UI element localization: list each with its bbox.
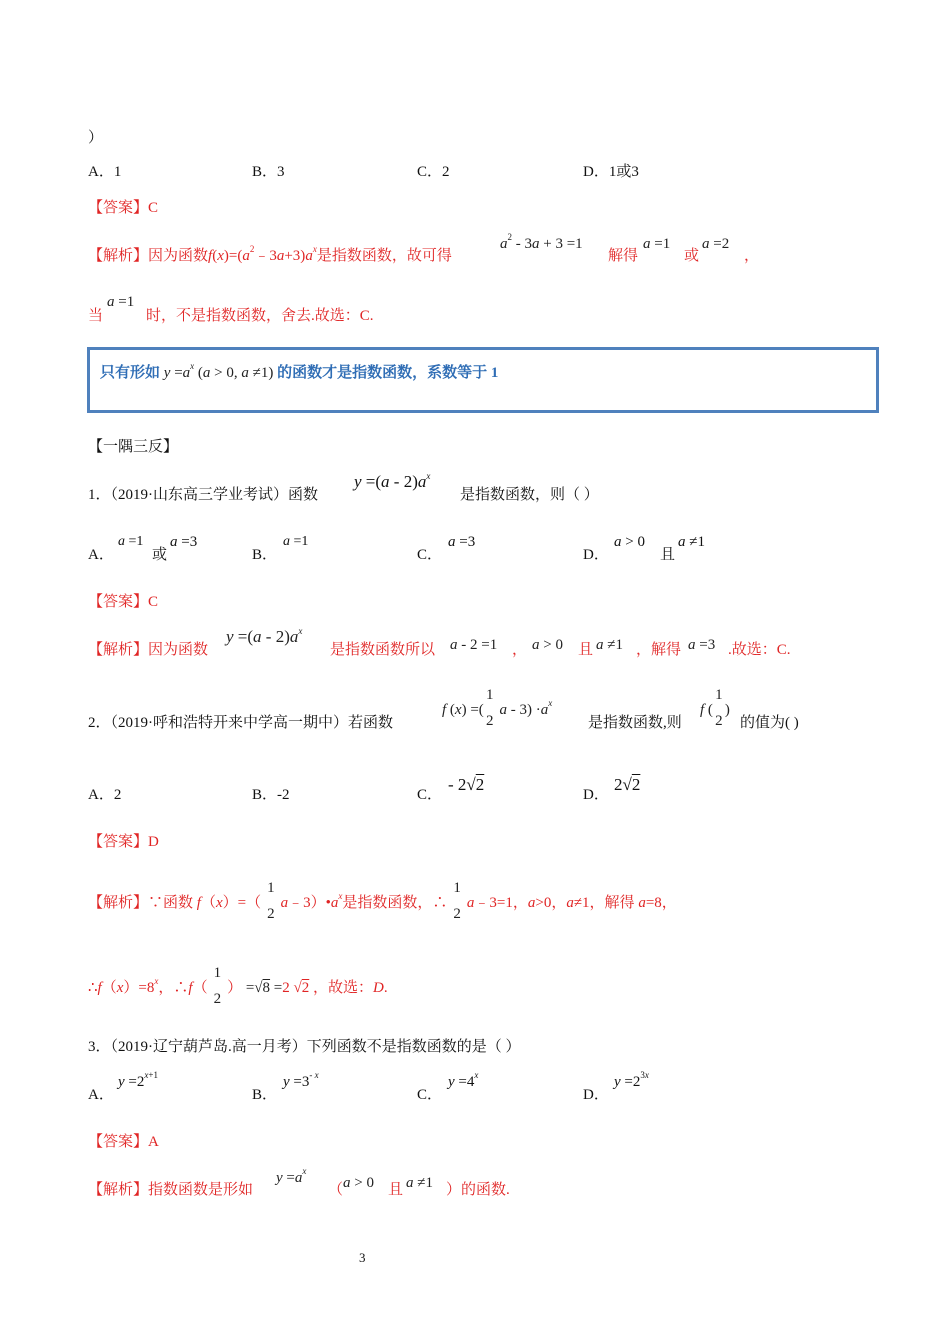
q1-analysis-a3: a =3 bbox=[688, 637, 716, 653]
analysis-tag: 【解析】 bbox=[88, 1182, 149, 1198]
analysis-text: 因为函数 bbox=[148, 248, 209, 264]
q1-and: 且 bbox=[660, 547, 676, 563]
answer-value: A bbox=[148, 1134, 159, 1150]
continued-paren: ） bbox=[88, 130, 104, 146]
q1-option-d: a > 0 bbox=[614, 534, 645, 550]
formula: f bbox=[208, 248, 213, 264]
q2-option-d-label: D． bbox=[583, 787, 609, 803]
q1-formula: $y =(a - 2)a^x$ bbox=[354, 471, 431, 491]
q1-answer bbox=[88, 592, 158, 612]
analysis-text: 因为函数 bbox=[148, 642, 209, 658]
analysis-tag: 【解析】 bbox=[88, 895, 149, 911]
q3-option-d: $y =2^{3x}$ bbox=[614, 1070, 649, 1090]
q2-formula: f (x) =( 1 2 $a - 3) \cdot a^x$ bbox=[442, 686, 553, 729]
analysis-tag: 【解析】 bbox=[88, 248, 149, 264]
q1-stem: 1．（2019·山东高三学业考试）函数 bbox=[88, 487, 318, 503]
analysis-text: .故选：C. bbox=[728, 642, 791, 658]
q1-analysis-a-ne1: a ≠1 bbox=[596, 637, 623, 653]
analysis-text: 或 bbox=[684, 248, 700, 264]
q2-stem-tail: 的值为( ) bbox=[740, 715, 799, 731]
note-suffix: 的函数才是指数函数，系数等于 1 bbox=[277, 365, 499, 381]
analysis-text: 解得 bbox=[608, 248, 639, 264]
analysis-text: ， bbox=[512, 642, 528, 658]
q2-f-half: f ( 1 2 ) bbox=[700, 686, 730, 729]
q3-analysis-a-gt0: a > 0 bbox=[343, 1175, 374, 1191]
q3-option-d-label: D． bbox=[583, 1087, 609, 1103]
q2-answer bbox=[88, 832, 159, 852]
note-formula: $y =a^x$ (a > 0, a ≠1) bbox=[163, 361, 274, 381]
q3-option-b-label: B． bbox=[252, 1087, 278, 1103]
q1-option-a2: a =3 bbox=[170, 534, 198, 550]
option-c: C．2 bbox=[417, 164, 450, 180]
answer-tag: 【答案】 bbox=[88, 834, 149, 850]
answer-tag: 【答案】 bbox=[88, 1134, 149, 1150]
formula-eq1: $a^2 - 3a + 3 =1$ bbox=[500, 232, 583, 252]
q3-analysis bbox=[88, 1180, 253, 1200]
intro-analysis-line1: 【解析】因为函数$f(x)=(a^2﹣3a+3)a^x$是指数函数，故可得 bbox=[88, 244, 452, 264]
q1-analysis-formula: $y =(a - 2)a^x$ bbox=[226, 626, 303, 646]
page-number: 3 bbox=[359, 1250, 366, 1265]
analysis-text: 是指数函数所以 bbox=[330, 642, 436, 658]
option-d: D．1或3 bbox=[583, 164, 639, 180]
note-prefix: 只有形如 bbox=[100, 365, 161, 381]
q1-option-b-label: B． bbox=[252, 547, 278, 563]
q3-analysis-a-ne1: a ≠1 bbox=[406, 1175, 433, 1191]
q3-option-a-label: A． bbox=[88, 1087, 114, 1103]
q1-option-a-label: A． bbox=[88, 547, 114, 563]
q2-analysis-line2: $\therefore f(x)=8^x$，∴f（ 1 2 ） =√8 =2 √2 ，故选：D. bbox=[88, 964, 388, 1007]
q3-option-c: $y =4^x$ bbox=[448, 1070, 479, 1090]
analysis-text: 当 bbox=[88, 308, 104, 324]
q1-stem-tail: 是指数函数，则（ ） bbox=[460, 487, 599, 503]
formula-a1: a =1 bbox=[643, 236, 671, 252]
q3-answer bbox=[88, 1132, 159, 1152]
q1-option-d-label: D． bbox=[583, 547, 609, 563]
q2-stem: 2．（2019·呼和浩特开来中学高一期中）若函数 bbox=[88, 715, 393, 731]
q1-or: 或 bbox=[152, 547, 168, 563]
q3-option-b: $y =3^{- x}$ bbox=[283, 1070, 319, 1090]
answer-value: C bbox=[148, 594, 159, 610]
analysis-text: 且 bbox=[388, 1182, 404, 1198]
analysis-tag: 【解析】 bbox=[88, 642, 149, 658]
analysis-text: 时，不是指数函数，舍去.故选：C. bbox=[146, 308, 374, 324]
formula-a1: a =1 bbox=[107, 294, 135, 310]
answer-tag: 【答案】 bbox=[88, 594, 149, 610]
q1-option-c-label: C． bbox=[417, 547, 443, 563]
analysis-text: （ bbox=[328, 1182, 344, 1198]
q3-option-a: $y =2^{x+1}$ bbox=[118, 1070, 158, 1090]
intro-answer bbox=[88, 198, 158, 218]
answer-tag: 【答案】 bbox=[88, 200, 149, 216]
q2-option-c-label: C． bbox=[417, 787, 443, 803]
analysis-text: 且 bbox=[578, 642, 594, 658]
q1-option-b: a =1 bbox=[283, 534, 309, 549]
q2-stem-mid: 是指数函数,则 bbox=[588, 715, 682, 731]
q1-analysis-a-gt0: a > 0 bbox=[532, 637, 563, 653]
q1-option-c: a =3 bbox=[448, 534, 476, 550]
q3-analysis-formula: $y =a^x$ bbox=[276, 1166, 307, 1186]
option-a: A．1 bbox=[88, 164, 122, 180]
analysis-text: ，解得 bbox=[636, 642, 682, 658]
q2-option-a: A．2 bbox=[88, 787, 122, 803]
analysis-text: 指数函数是形如 bbox=[148, 1182, 254, 1198]
q1-option-a: a =1 bbox=[118, 534, 144, 549]
q2-option-d: 2√2 bbox=[614, 775, 641, 794]
section-title: 【一隅三反】 bbox=[88, 439, 179, 455]
answer-value: C bbox=[148, 200, 159, 216]
q2-analysis-line1: 【解析】∵函数 f（x）=（ 1 2 $a﹣3)•a^x$是指数函数，∴ 1 2 a﹣3=1，a>0，a≠1，解得 a=8， bbox=[88, 879, 677, 922]
q3-option-c-label: C． bbox=[417, 1087, 443, 1103]
answer-value: D bbox=[148, 834, 159, 850]
q3-stem: 3．（2019·辽宁葫芦岛.高一月考）下列函数不是指数函数的是（ ） bbox=[88, 1039, 521, 1055]
note-text bbox=[100, 361, 498, 382]
option-b: B．3 bbox=[252, 164, 285, 180]
q1-option-d2: a ≠1 bbox=[678, 534, 705, 550]
formula-a2: a =2 bbox=[702, 236, 730, 252]
analysis-text: 是指数函数，故可得 bbox=[316, 248, 452, 264]
q2-option-c: - 2√2 bbox=[448, 775, 485, 794]
analysis-text: ）的函数. bbox=[446, 1182, 510, 1198]
q1-analysis-eq: a - 2 =1 bbox=[450, 637, 498, 653]
q2-option-b: B．-2 bbox=[252, 787, 290, 803]
q1-analysis bbox=[88, 640, 208, 660]
comma: ， bbox=[744, 248, 760, 264]
